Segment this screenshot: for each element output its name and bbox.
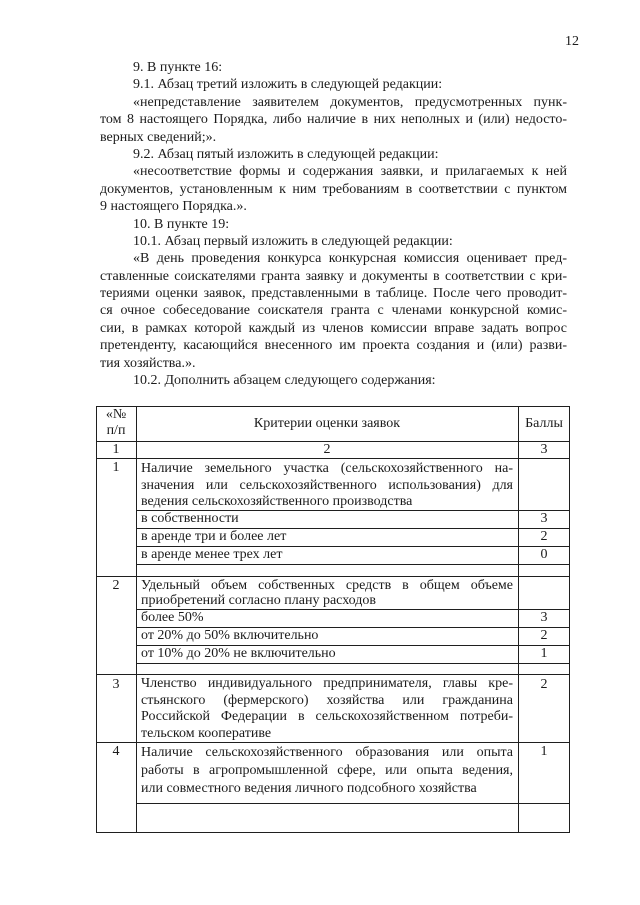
table-rule <box>96 406 570 407</box>
option-points: 3 <box>540 511 548 526</box>
criterion-line: тельском кооперативе <box>141 725 272 741</box>
text-line: ставленные соискателями гранта заявку и документы в соответствии с кри- <box>100 268 567 284</box>
text-line: ся очное собеседование соискателя гранта с членами конкурсной комис- <box>100 303 567 319</box>
text-line: 10.1. Абзац первый изложить в следующей редакции: <box>133 233 453 249</box>
table-rule <box>96 674 570 675</box>
criteria-table <box>96 406 570 833</box>
paragraph <box>100 76 567 93</box>
option-label: в аренде менее трех лет <box>141 547 283 562</box>
row-number: 2 <box>112 578 120 593</box>
paragraph <box>100 250 567 372</box>
row-number: 1 <box>112 460 120 475</box>
criterion-line: Удельный объем собственных средств в общем объеме <box>141 578 513 593</box>
option-points: 3 <box>540 610 548 625</box>
text-line: претенденту, касающийся внесенного им проекта создания и (или) разви- <box>100 338 567 354</box>
text-line: «непредставление заявителем документов, предусмотренных пунк- <box>133 94 567 110</box>
paragraph <box>100 233 567 250</box>
criterion-line: Наличие земельного участка (сельскохозяйственного на- <box>141 461 513 476</box>
criterion-line: работы в агропромышленной сфере, или опыта ведения, <box>141 763 513 778</box>
table-rule <box>96 742 570 743</box>
text-line: том 8 настоящего Порядка, либо наличие в них неполных и (или) недосто- <box>100 112 567 128</box>
row-number: 3 <box>112 677 120 692</box>
option-label: от 20% до 50% включительно <box>141 628 319 643</box>
column-number: 1 <box>112 442 120 457</box>
text-line: «В день проведения конкурса конкурсная комиссия оценивает пред- <box>133 251 567 267</box>
row-number: 4 <box>112 744 120 759</box>
criterion-line: значения или сельскохозяйственного использования) для <box>141 478 513 493</box>
criterion-line: или совместного ведения личного подсобного хозяйства <box>141 781 477 796</box>
table-rule <box>136 663 570 664</box>
page-number: 12 <box>565 34 579 49</box>
column-number: 3 <box>540 442 548 457</box>
table-rule <box>136 803 570 804</box>
option-points: 2 <box>540 628 548 643</box>
paragraph <box>100 146 567 163</box>
column-number: 2 <box>323 442 331 457</box>
option-label: в собственности <box>141 511 239 526</box>
criterion-line: Наличие сельскохозяйственного образования или опыта <box>141 745 513 760</box>
option-label: от 10% до 20% не включительно <box>141 646 336 661</box>
option-points: 0 <box>540 547 548 562</box>
row-points: 2 <box>540 677 548 692</box>
text-line: 10. В пункте 19: <box>133 216 230 232</box>
text-line: документов, установленным к ним требованиям в соответствии с пунктом <box>100 181 567 197</box>
criterion-line: Членство индивидуального предпринимателя, главы кре- <box>141 676 513 691</box>
table-rule <box>96 832 570 833</box>
text-line: верных сведений;». <box>100 129 217 145</box>
option-label: в аренде три и более лет <box>141 529 287 544</box>
option-label: более 50% <box>141 610 204 625</box>
option-points: 1 <box>540 646 548 661</box>
paragraph <box>100 59 567 76</box>
amendment-text <box>100 59 567 389</box>
option-points: 2 <box>540 529 548 544</box>
criterion-line: ведения сельскохозяйственного производства <box>141 494 413 509</box>
paragraph <box>100 216 567 233</box>
table-rule <box>136 564 570 565</box>
criterion-line: приобретений согласно плану расходов <box>141 593 377 608</box>
header-number: «№ <box>105 407 127 422</box>
header-criteria: Критерии оценки заявок <box>253 416 401 431</box>
text-line: «несоответствие формы и содержания заявки, и прилагаемых к ней <box>133 164 567 180</box>
paragraph <box>100 163 567 215</box>
table-rule <box>136 406 137 833</box>
text-line: сии, в рамках которой каждый из членов комиссии вправе задать вопрос <box>100 320 567 336</box>
text-line: териями оценки заявок, представленными в таблице. После чего проводит- <box>100 286 567 302</box>
header-number: п/п <box>106 423 126 438</box>
text-line: 9 настоящего Порядка.». <box>100 199 247 215</box>
row-points: 1 <box>540 744 548 759</box>
criterion-line: Российской Федерации в сельскохозяйственном потреби- <box>141 709 513 724</box>
table-rule <box>96 458 570 459</box>
text-line: 9.2. Абзац пятый изложить в следующей редакции: <box>133 146 439 162</box>
text-line: 9.1. Абзац третий изложить в следующей редакции: <box>133 77 443 93</box>
criterion-line: стьянского (фермерского) хозяйства или гражданина <box>141 692 513 708</box>
text-line: 9. В пункте 16: <box>133 60 223 75</box>
text-line: тия хозяйства.». <box>100 355 196 371</box>
header-points: Баллы <box>525 416 563 431</box>
text-line: 10.2. Дополнить абзацем следующего содержания: <box>133 373 436 389</box>
paragraph <box>100 372 567 389</box>
paragraph <box>100 94 567 146</box>
